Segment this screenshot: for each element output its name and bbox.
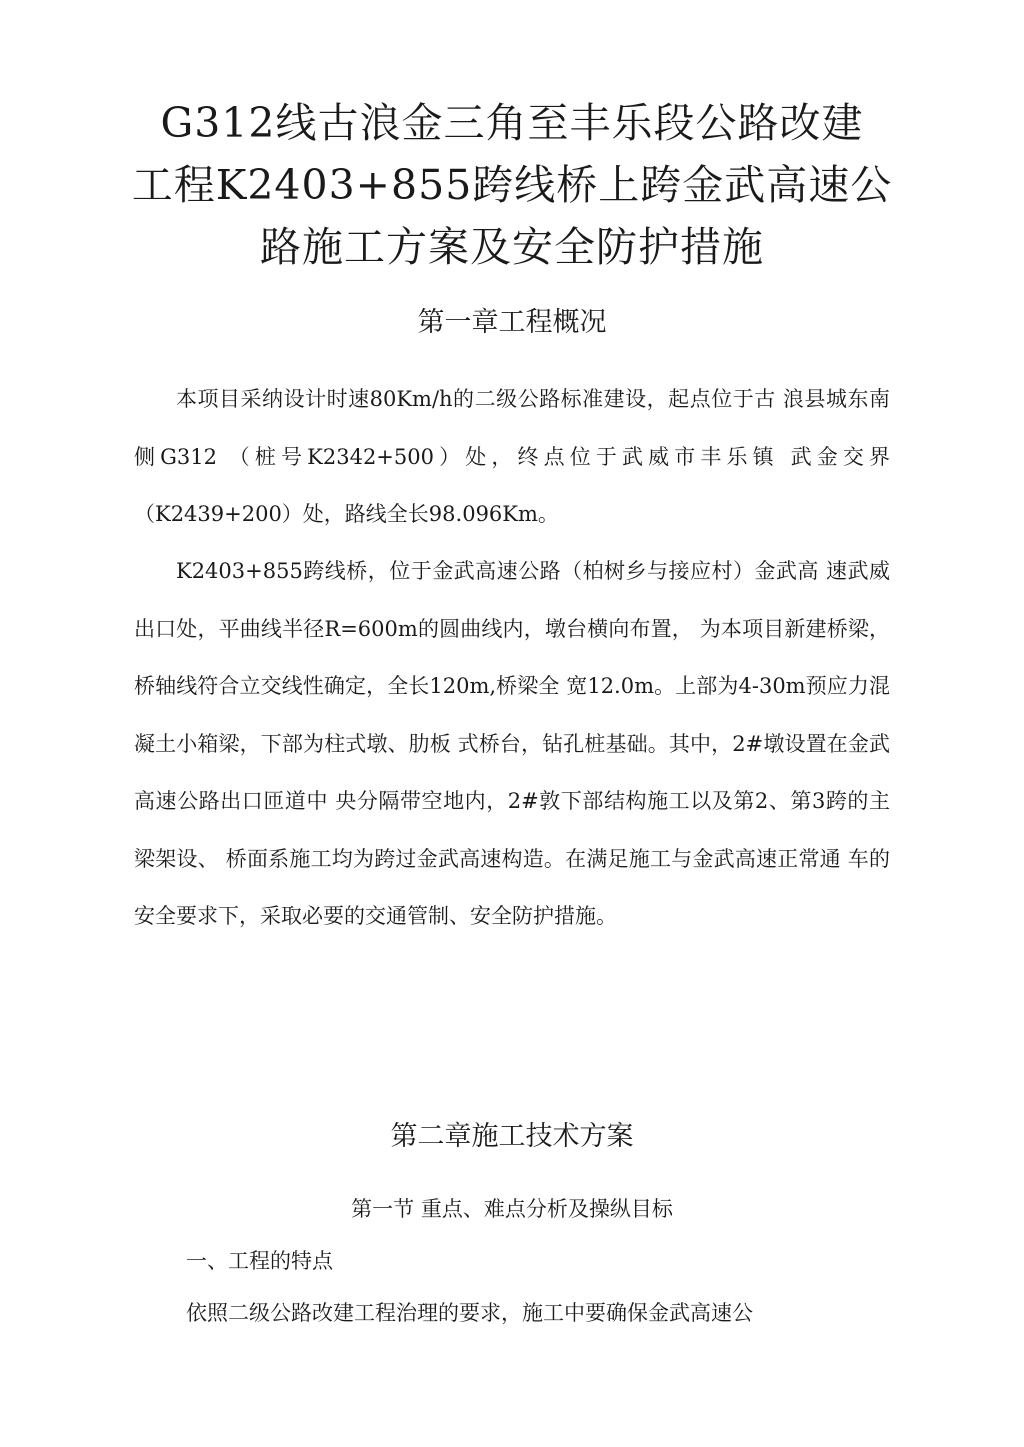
chapter-1-paragraph-1: 本项目采纳设计时速80Km/h的二级公路标准建设，起点位于古 浪县城东南侧G312 （桩号K2342+500）处，终点位于武威市丰乐镇 武金交界（K2439+200）处，路线全长98.096Km。	[134, 387, 890, 526]
chapter-2-paragraph-start: 依照二级公路改建工程治理的要求，施工中要确保金武高速公	[186, 1301, 753, 1325]
title-line-1: G312线古浪金三角至丰乐段公路改建	[160, 99, 864, 147]
chapter-1-paragraph-2: K2403+855跨线桥，位于金武高速公路（柏树乡与接应村）金武高 速武威出口处，平曲线半径R=600m的圆曲线内，墩台横向布置， 为本项目新建桥梁，桥轴线符合立交线性确定，全长120m,桥梁全 宽12.0m。上部为4-30m预应力混凝土小箱梁，下部为柱式墩、肋板 式桥台，钻孔桩基础。其中，2#墩设置在金武高速公路出口匝道中 央分隔带空地内，2#敦下部结构施工以及第2、第3跨的主梁架设、 桥面系施工均为跨过金武高速构造。在满足施工与金武高速正常通 车的安全要求下，采取必要的交通管制、安全防护措施。	[134, 559, 890, 928]
title-line-2: 工程K2403+855跨线桥上跨金武高速公	[131, 161, 893, 209]
chapter-1-heading: 第一章工程概况	[417, 307, 607, 338]
subsection-1-heading: 一、工程的特点	[186, 1249, 333, 1273]
document-title	[120, 92, 904, 278]
section-1-heading: 第一节 重点、难点分析及操纵目标	[351, 1197, 673, 1221]
title-line-3: 路施工方案及安全防护措施	[260, 223, 764, 271]
chapter-2-heading: 第二章施工技术方案	[390, 1121, 634, 1152]
